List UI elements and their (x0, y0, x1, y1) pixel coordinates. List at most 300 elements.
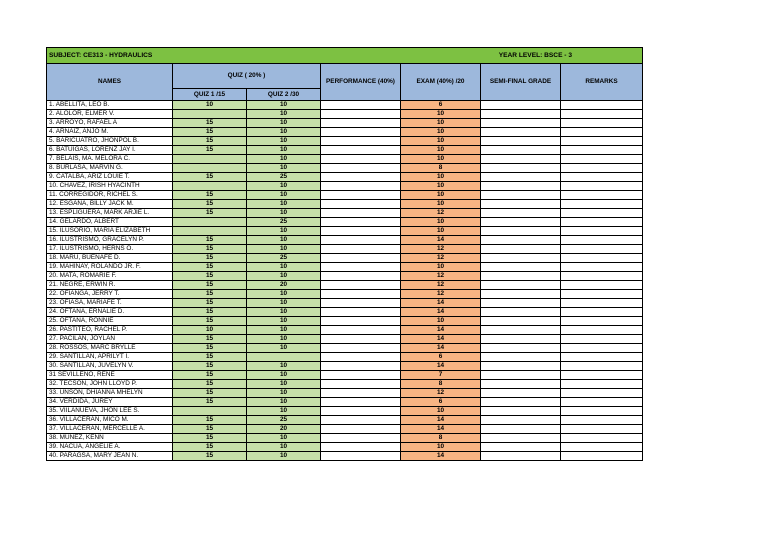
exam-cell[interactable]: 6 (401, 101, 481, 110)
student-name-cell[interactable]: 27. PACILAN, JOYLAN (47, 335, 173, 344)
performance-cell[interactable] (321, 398, 401, 407)
semi-final-cell[interactable] (481, 227, 561, 236)
performance-cell[interactable] (321, 326, 401, 335)
exam-cell[interactable]: 14 (401, 236, 481, 245)
semi-final-cell[interactable] (481, 299, 561, 308)
quiz1-cell[interactable]: 15 (173, 137, 247, 146)
exam-cell[interactable]: 10 (401, 317, 481, 326)
remarks-cell[interactable] (561, 281, 643, 290)
quiz1-cell[interactable]: 15 (173, 245, 247, 254)
exam-cell[interactable]: 8 (401, 434, 481, 443)
student-name-cell[interactable]: 6. BATUIGAS, LORENZ JAY I. (47, 146, 173, 155)
performance-cell[interactable] (321, 389, 401, 398)
remarks-cell[interactable] (561, 371, 643, 380)
semi-final-cell[interactable] (481, 263, 561, 272)
remarks-cell[interactable] (561, 263, 643, 272)
exam-cell[interactable]: 10 (401, 155, 481, 164)
performance-cell[interactable] (321, 371, 401, 380)
quiz1-cell[interactable]: 15 (173, 362, 247, 371)
exam-cell[interactable]: 10 (401, 137, 481, 146)
quiz1-cell[interactable]: 15 (173, 308, 247, 317)
quiz1-cell[interactable]: 15 (173, 344, 247, 353)
student-name-cell[interactable]: 9. CATALBA, ARIZ LOUIE T. (47, 173, 173, 182)
semi-final-cell[interactable] (481, 425, 561, 434)
exam-cell[interactable]: 7 (401, 371, 481, 380)
semi-final-cell[interactable] (481, 137, 561, 146)
semi-final-cell[interactable] (481, 407, 561, 416)
quiz1-cell[interactable] (173, 227, 247, 236)
quiz1-cell[interactable] (173, 218, 247, 227)
quiz2-cell[interactable]: 10 (247, 164, 321, 173)
student-name-cell[interactable]: 17. ILUSTRISMO, HERNS O. (47, 245, 173, 254)
performance-cell[interactable] (321, 164, 401, 173)
student-name-cell[interactable]: 3. ARROYO, RAFAEL A (47, 119, 173, 128)
quiz2-cell[interactable]: 10 (247, 398, 321, 407)
table-row (47, 218, 643, 227)
remarks-cell[interactable] (561, 236, 643, 245)
exam-cell[interactable]: 12 (401, 254, 481, 263)
remarks-cell[interactable] (561, 308, 643, 317)
performance-cell[interactable] (321, 407, 401, 416)
table-row (47, 371, 643, 380)
remarks-cell[interactable] (561, 353, 643, 362)
quiz2-cell[interactable]: 20 (247, 281, 321, 290)
semi-final-cell[interactable] (481, 371, 561, 380)
performance-cell[interactable] (321, 362, 401, 371)
quiz1-cell[interactable] (173, 155, 247, 164)
student-name-cell[interactable]: 19. MAHINAY, ROLANDO JR. F. (47, 263, 173, 272)
remarks-cell[interactable] (561, 110, 643, 119)
remarks-cell[interactable] (561, 272, 643, 281)
quiz1-cell[interactable] (173, 182, 247, 191)
student-name-cell[interactable]: 40. PARAGSA, MARY JEAN N. (47, 452, 173, 461)
student-name-cell[interactable]: 11. CORREGIDOR, RICHEL S. (47, 191, 173, 200)
exam-cell[interactable]: 8 (401, 380, 481, 389)
quiz2-cell[interactable]: 25 (247, 254, 321, 263)
table-row (47, 434, 643, 443)
quiz1-cell[interactable]: 15 (173, 425, 247, 434)
student-name-cell[interactable]: 12. ESGANA, BILLY JACK M. (47, 200, 173, 209)
exam-cell[interactable]: 10 (401, 110, 481, 119)
performance-cell[interactable] (321, 146, 401, 155)
performance-cell[interactable] (321, 299, 401, 308)
quiz1-cell[interactable]: 10 (173, 326, 247, 335)
quiz1-header[interactable]: QUIZ 1 /15 (173, 89, 247, 101)
performance-cell[interactable] (321, 416, 401, 425)
performance-cell[interactable] (321, 101, 401, 110)
student-name-cell[interactable]: 15. ILUSORIO, MARIA ELIZABETH (47, 227, 173, 236)
remarks-cell[interactable] (561, 443, 643, 452)
remarks-cell[interactable] (561, 101, 643, 110)
performance-cell[interactable] (321, 227, 401, 236)
exam-cell[interactable]: 14 (401, 362, 481, 371)
quiz2-cell[interactable] (247, 353, 321, 362)
exam-cell[interactable]: 10 (401, 128, 481, 137)
exam-cell[interactable]: 10 (401, 227, 481, 236)
performance-cell[interactable] (321, 218, 401, 227)
student-name-cell[interactable]: 36. VILLACERAN, MICO M. (47, 416, 173, 425)
exam-cell[interactable]: 14 (401, 425, 481, 434)
quiz2-cell[interactable]: 10 (247, 362, 321, 371)
semi-final-cell[interactable] (481, 389, 561, 398)
quiz2-cell[interactable]: 10 (247, 128, 321, 137)
performance-cell[interactable] (321, 290, 401, 299)
performance-cell[interactable] (321, 200, 401, 209)
performance-cell[interactable] (321, 434, 401, 443)
performance-cell[interactable] (321, 317, 401, 326)
remarks-cell[interactable] (561, 245, 643, 254)
student-name-cell[interactable]: 23. OFIASA, MARIAFE T. (47, 299, 173, 308)
quiz2-cell[interactable]: 10 (247, 137, 321, 146)
exam-cell[interactable]: 10 (401, 119, 481, 128)
quiz2-cell[interactable]: 10 (247, 263, 321, 272)
performance-cell[interactable] (321, 380, 401, 389)
exam-cell[interactable]: 14 (401, 335, 481, 344)
semi-final-cell[interactable] (481, 191, 561, 200)
quiz1-cell[interactable]: 15 (173, 200, 247, 209)
exam-cell[interactable]: 10 (401, 182, 481, 191)
student-name-cell[interactable]: 26. PASTITEO, RACHEL P. (47, 326, 173, 335)
remarks-cell[interactable] (561, 425, 643, 434)
quiz2-cell[interactable]: 10 (247, 191, 321, 200)
remarks-cell[interactable] (561, 182, 643, 191)
semi-final-cell[interactable] (481, 353, 561, 362)
semi-final-cell[interactable] (481, 272, 561, 281)
quiz2-cell[interactable]: 10 (247, 452, 321, 461)
quiz2-cell[interactable]: 25 (247, 416, 321, 425)
subject-cell[interactable] (47, 48, 643, 64)
semi-final-cell[interactable] (481, 335, 561, 344)
quiz2-cell[interactable]: 10 (247, 245, 321, 254)
student-name-cell[interactable]: 33. UNSON, DHIANNA MHELYN (47, 389, 173, 398)
semi-final-cell[interactable] (481, 398, 561, 407)
remarks-cell[interactable] (561, 398, 643, 407)
semi-final-cell[interactable] (481, 101, 561, 110)
performance-cell[interactable] (321, 281, 401, 290)
quiz2-cell[interactable]: 10 (247, 101, 321, 110)
semi-final-cell[interactable] (481, 164, 561, 173)
student-name-cell[interactable]: 20. MATA, ROMARIE F. (47, 272, 173, 281)
exam-cell[interactable]: 12 (401, 389, 481, 398)
quiz2-cell[interactable]: 20 (247, 425, 321, 434)
remarks-cell[interactable] (561, 218, 643, 227)
table-row (47, 164, 643, 173)
quiz2-cell[interactable]: 10 (247, 389, 321, 398)
performance-cell[interactable] (321, 209, 401, 218)
remarks-cell[interactable] (561, 380, 643, 389)
quiz2-cell[interactable]: 10 (247, 434, 321, 443)
student-name-cell[interactable]: 1. ABELLITA, LEO B. (47, 101, 173, 110)
quiz2-header[interactable]: QUIZ 2 /30 (247, 89, 321, 101)
quiz2-cell[interactable]: 10 (247, 290, 321, 299)
quiz2-cell[interactable]: 10 (247, 317, 321, 326)
semi-final-cell[interactable] (481, 182, 561, 191)
performance-cell[interactable] (321, 119, 401, 128)
remarks-cell[interactable] (561, 209, 643, 218)
performance-cell[interactable] (321, 344, 401, 353)
remarks-cell[interactable] (561, 128, 643, 137)
exam-header[interactable]: EXAM (40%) /20 (401, 64, 481, 101)
performance-cell[interactable] (321, 425, 401, 434)
quiz2-cell[interactable]: 10 (247, 200, 321, 209)
performance-cell[interactable] (321, 272, 401, 281)
semi-final-cell[interactable] (481, 155, 561, 164)
performance-cell[interactable] (321, 443, 401, 452)
quiz1-cell[interactable]: 15 (173, 353, 247, 362)
remarks-cell[interactable] (561, 227, 643, 236)
remarks-cell[interactable] (561, 137, 643, 146)
exam-cell[interactable]: 10 (401, 407, 481, 416)
exam-cell[interactable]: 10 (401, 146, 481, 155)
exam-cell[interactable]: 10 (401, 218, 481, 227)
quiz2-cell[interactable]: 10 (247, 326, 321, 335)
remarks-cell[interactable] (561, 335, 643, 344)
remarks-cell[interactable] (561, 299, 643, 308)
quiz1-cell[interactable] (173, 407, 247, 416)
student-name-cell[interactable]: 39. NACUA, ANGELIE A. (47, 443, 173, 452)
quiz1-cell[interactable]: 10 (173, 101, 247, 110)
table-row (47, 110, 643, 119)
semi-final-cell[interactable] (481, 344, 561, 353)
remarks-cell[interactable] (561, 362, 643, 371)
student-name-cell[interactable]: 30. SANTILLAN, JUVELYN V. (47, 362, 173, 371)
performance-cell[interactable] (321, 137, 401, 146)
semi-final-cell[interactable] (481, 308, 561, 317)
exam-cell[interactable]: 14 (401, 452, 481, 461)
student-name-cell[interactable]: 35. VIILANUEVA, JHON LEE S. (47, 407, 173, 416)
table-row (47, 308, 643, 317)
semi-final-cell[interactable] (481, 119, 561, 128)
student-name-cell[interactable]: 24. OFTANA, ERNALIE D. (47, 308, 173, 317)
quiz2-cell[interactable]: 10 (247, 182, 321, 191)
quiz2-cell[interactable]: 10 (247, 209, 321, 218)
student-name-cell[interactable]: 29. SANTILLAN, APRILYT I. (47, 353, 173, 362)
semi-final-cell[interactable] (481, 236, 561, 245)
performance-cell[interactable] (321, 191, 401, 200)
table-row (47, 344, 643, 353)
exam-cell[interactable]: 12 (401, 290, 481, 299)
student-name-cell[interactable]: 16. ILUSTRISMO, GRACELYN P. (47, 236, 173, 245)
student-name-cell[interactable]: 21. NEGRE, ERWIN R. (47, 281, 173, 290)
semi-final-cell[interactable] (481, 434, 561, 443)
performance-cell[interactable] (321, 263, 401, 272)
quiz1-cell[interactable]: 15 (173, 290, 247, 299)
remarks-cell[interactable] (561, 434, 643, 443)
performance-cell[interactable] (321, 245, 401, 254)
semi-final-cell[interactable] (481, 380, 561, 389)
student-name-cell[interactable]: 10. CHAVEZ, IRISH HYACINTH (47, 182, 173, 191)
quiz1-cell[interactable]: 15 (173, 119, 247, 128)
quiz1-cell[interactable]: 15 (173, 146, 247, 155)
quiz2-cell[interactable]: 10 (247, 119, 321, 128)
quiz1-cell[interactable]: 15 (173, 452, 247, 461)
quiz1-cell[interactable]: 15 (173, 254, 247, 263)
quiz2-cell[interactable]: 10 (247, 371, 321, 380)
quiz1-cell[interactable] (173, 110, 247, 119)
student-name-cell[interactable]: 18. MARU, BUENAFE D. (47, 254, 173, 263)
remarks-cell[interactable] (561, 407, 643, 416)
quiz2-cell[interactable]: 10 (247, 335, 321, 344)
performance-cell[interactable] (321, 452, 401, 461)
semi-final-cell[interactable] (481, 326, 561, 335)
table-row (47, 146, 643, 155)
remarks-cell[interactable] (561, 452, 643, 461)
quiz1-cell[interactable]: 15 (173, 191, 247, 200)
semi-final-cell[interactable] (481, 218, 561, 227)
remarks-cell[interactable] (561, 164, 643, 173)
exam-cell[interactable]: 10 (401, 263, 481, 272)
performance-cell[interactable] (321, 173, 401, 182)
semi-final-cell[interactable] (481, 290, 561, 299)
exam-cell[interactable]: 10 (401, 191, 481, 200)
quiz2-cell[interactable]: 10 (247, 236, 321, 245)
quiz1-cell[interactable]: 15 (173, 281, 247, 290)
remarks-cell[interactable] (561, 389, 643, 398)
quiz1-cell[interactable]: 15 (173, 389, 247, 398)
performance-cell[interactable] (321, 254, 401, 263)
exam-cell[interactable]: 12 (401, 209, 481, 218)
student-name-cell[interactable]: 7. BELAIS, MA. MELORA C. (47, 155, 173, 164)
exam-cell[interactable]: 6 (401, 398, 481, 407)
remarks-cell[interactable] (561, 254, 643, 263)
student-name-cell[interactable]: 2. ALOLOR, ELMER V. (47, 110, 173, 119)
exam-cell[interactable]: 6 (401, 353, 481, 362)
semi-final-cell[interactable] (481, 443, 561, 452)
quiz1-cell[interactable]: 15 (173, 173, 247, 182)
semi-final-cell[interactable] (481, 128, 561, 137)
semi-final-cell[interactable] (481, 209, 561, 218)
quiz1-cell[interactable]: 15 (173, 272, 247, 281)
semi-final-cell[interactable] (481, 317, 561, 326)
exam-cell[interactable]: 8 (401, 164, 481, 173)
semi-final-header[interactable]: SEMI-FINAL GRADE (481, 64, 561, 101)
exam-cell[interactable]: 10 (401, 173, 481, 182)
quiz1-cell[interactable]: 15 (173, 263, 247, 272)
quiz2-cell[interactable]: 10 (247, 299, 321, 308)
student-name-cell[interactable]: 38. MUNEZ, KENN (47, 434, 173, 443)
semi-final-cell[interactable] (481, 110, 561, 119)
exam-cell[interactable]: 14 (401, 416, 481, 425)
student-name-cell[interactable]: 37. VILLACERAN, MERCELLE A. (47, 425, 173, 434)
quiz1-cell[interactable]: 15 (173, 299, 247, 308)
table-row (47, 236, 643, 245)
quiz2-cell[interactable]: 10 (247, 308, 321, 317)
remarks-cell[interactable] (561, 191, 643, 200)
quiz-header[interactable]: QUIZ ( 20% ) (173, 64, 321, 89)
quiz2-cell[interactable]: 10 (247, 155, 321, 164)
semi-final-cell[interactable] (481, 200, 561, 209)
quiz1-cell[interactable]: 15 (173, 209, 247, 218)
exam-cell[interactable]: 14 (401, 326, 481, 335)
semi-final-cell[interactable] (481, 173, 561, 182)
quiz2-cell[interactable]: 10 (247, 443, 321, 452)
quiz2-cell[interactable]: 10 (247, 227, 321, 236)
remarks-header[interactable]: REMARKS (561, 64, 643, 101)
semi-final-cell[interactable] (481, 245, 561, 254)
remarks-cell[interactable] (561, 317, 643, 326)
quiz1-cell[interactable]: 15 (173, 380, 247, 389)
quiz1-cell[interactable]: 15 (173, 398, 247, 407)
performance-cell[interactable] (321, 236, 401, 245)
quiz1-cell[interactable]: 15 (173, 416, 247, 425)
quiz1-cell[interactable] (173, 164, 247, 173)
semi-final-cell[interactable] (481, 416, 561, 425)
performance-cell[interactable] (321, 353, 401, 362)
remarks-cell[interactable] (561, 119, 643, 128)
quiz2-cell[interactable]: 10 (247, 344, 321, 353)
student-name-cell[interactable]: 8. BURLASA, MARVIN G. (47, 164, 173, 173)
performance-cell[interactable] (321, 182, 401, 191)
quiz2-cell[interactable]: 10 (247, 272, 321, 281)
quiz1-cell[interactable]: 15 (173, 371, 247, 380)
performance-cell[interactable] (321, 308, 401, 317)
table-row (47, 380, 643, 389)
remarks-cell[interactable] (561, 200, 643, 209)
remarks-cell[interactable] (561, 326, 643, 335)
semi-final-cell[interactable] (481, 254, 561, 263)
student-name-cell[interactable]: 25. OFTANA, RONNIE (47, 317, 173, 326)
quiz2-cell[interactable]: 25 (247, 173, 321, 182)
student-name-cell[interactable]: 31 SEVILLENO, RENE (47, 371, 173, 380)
exam-cell[interactable]: 14 (401, 308, 481, 317)
exam-cell[interactable]: 12 (401, 245, 481, 254)
performance-cell[interactable] (321, 128, 401, 137)
quiz1-cell[interactable]: 15 (173, 128, 247, 137)
exam-cell[interactable]: 14 (401, 344, 481, 353)
semi-final-cell[interactable] (481, 452, 561, 461)
exam-cell[interactable]: 10 (401, 443, 481, 452)
exam-cell[interactable]: 14 (401, 299, 481, 308)
quiz1-cell[interactable]: 15 (173, 335, 247, 344)
quiz1-cell[interactable]: 15 (173, 434, 247, 443)
student-name-cell[interactable]: 13. ESPLIGUERA, MARK ARJIE L. (47, 209, 173, 218)
remarks-cell[interactable] (561, 416, 643, 425)
remarks-cell[interactable] (561, 155, 643, 164)
quiz2-cell[interactable]: 25 (247, 218, 321, 227)
quiz2-cell[interactable]: 10 (247, 380, 321, 389)
quiz2-cell[interactable]: 10 (247, 110, 321, 119)
student-name-cell[interactable]: 14. GELARDO, ALBERT (47, 218, 173, 227)
performance-cell[interactable] (321, 155, 401, 164)
remarks-cell[interactable] (561, 173, 643, 182)
student-name-cell[interactable]: 34. VERDIDA, JUREY (47, 398, 173, 407)
quiz1-cell[interactable]: 15 (173, 317, 247, 326)
quiz2-cell[interactable]: 10 (247, 146, 321, 155)
quiz1-cell[interactable]: 15 (173, 236, 247, 245)
remarks-cell[interactable] (561, 290, 643, 299)
exam-cell[interactable]: 10 (401, 200, 481, 209)
student-name-cell[interactable]: 28. ROSSOS, MARC BRYLLE (47, 344, 173, 353)
quiz1-cell[interactable]: 15 (173, 443, 247, 452)
student-name-cell[interactable]: 32. TECSON, JOHN LLOYD P. (47, 380, 173, 389)
remarks-cell[interactable] (561, 344, 643, 353)
student-name-cell[interactable]: 4. ARNAIZ, ANJO M. (47, 128, 173, 137)
student-name-cell[interactable]: 5. BARICUATRO, JHONPOL B. (47, 137, 173, 146)
names-header[interactable]: NAMES (47, 64, 173, 101)
performance-cell[interactable] (321, 110, 401, 119)
performance-cell[interactable] (321, 335, 401, 344)
semi-final-cell[interactable] (481, 362, 561, 371)
student-name-cell[interactable]: 22. OFIANGA, JERRY T. (47, 290, 173, 299)
performance-header[interactable]: PERFORMANCE (40%) (321, 64, 401, 101)
exam-cell[interactable]: 12 (401, 281, 481, 290)
remarks-cell[interactable] (561, 146, 643, 155)
quiz2-cell[interactable]: 10 (247, 407, 321, 416)
table-row (47, 335, 643, 344)
exam-cell[interactable]: 12 (401, 272, 481, 281)
semi-final-cell[interactable] (481, 146, 561, 155)
semi-final-cell[interactable] (481, 281, 561, 290)
